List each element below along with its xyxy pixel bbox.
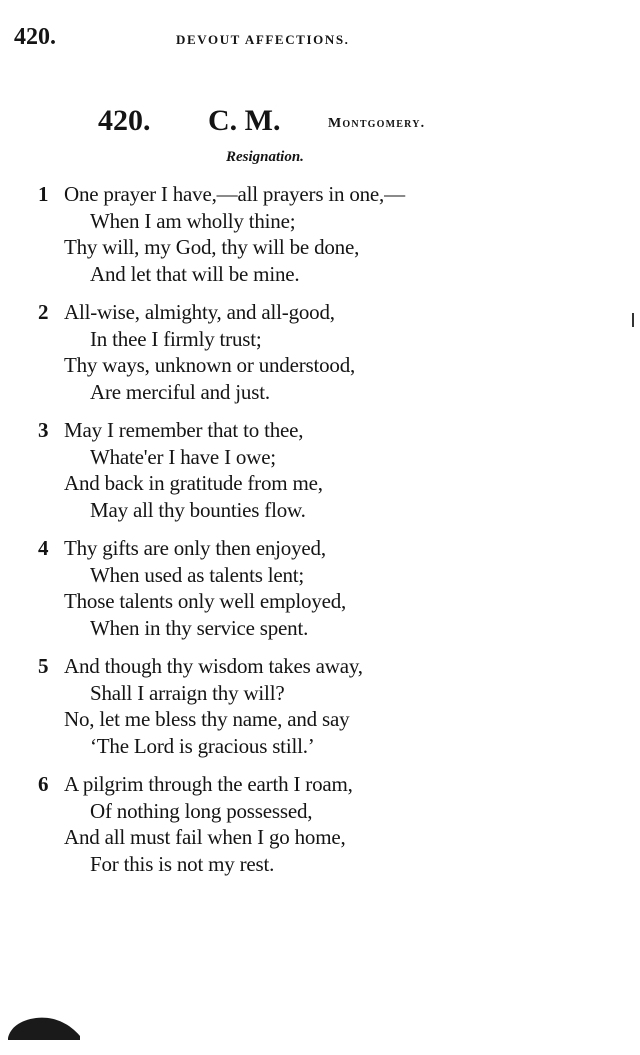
stanza-number: 6 [38,772,49,796]
verse-line: Of nothing long possessed, [90,798,313,823]
verse-line: Thy will, my God, thy will be done, [64,235,360,259]
stanza-number: 3 [38,418,49,442]
stanza-number: 4 [38,536,49,560]
verse-line: And though thy wisdom takes away, [64,654,363,678]
verse-line: Shall I arraign thy will? [90,680,285,705]
hymn-header [98,104,498,140]
verse-line: May I remember that to thee, [64,418,304,442]
stanza-number: 5 [38,654,49,678]
verse-line: All-wise, almighty, and all-good, [64,300,335,324]
hymn-verses [38,181,518,889]
verse-line: In thee I firmly trust; [90,326,262,351]
stanza-6 [38,771,518,889]
hymn-author: Montgomery. [328,116,426,131]
running-header [14,24,394,54]
verse-line: And let that will be mine. [90,261,300,286]
page-number: 420. [14,24,56,50]
ink-smudge [6,1010,82,1040]
verse-line: And back in gratitude from me, [64,471,323,495]
hymn-meter: C. M. [208,104,281,137]
verse-line: May all thy bounties flow. [90,497,306,522]
verse-line: ‘The Lord is gracious still.’ [90,733,315,758]
stanza-4 [38,535,518,653]
hymn-number: 420. [98,104,151,137]
stanza-1 [38,181,518,299]
verse-line: Whate'er I have I owe; [90,444,276,469]
stanza-2 [38,299,518,417]
verse-line: One prayer I have,—all prayers in one,— [64,182,405,206]
margin-mark [632,313,634,327]
stanza-5 [38,653,518,771]
stanza-3 [38,417,518,535]
running-title: DEVOUT AFFECTIONS. [176,32,350,47]
verse-line: Those talents only well employed, [64,589,347,613]
verse-line: Thy ways, unknown or understood, [64,353,356,377]
stanza-number: 2 [38,300,49,324]
verse-line: No, let me bless thy name, and say [64,707,350,731]
verse-line: For this is not my rest. [90,851,275,876]
verse-line: Are merciful and just. [90,379,270,404]
verse-line: When used as talents lent; [90,562,305,587]
verse-line: When I am wholly thine; [90,208,296,233]
verse-line: Thy gifts are only then enjoyed, [64,536,326,560]
verse-line: A pilgrim through the earth I roam, [64,772,353,796]
stanza-number: 1 [38,182,49,206]
verse-line: And all must fail when I go home, [64,825,346,849]
verse-line: When in thy service spent. [90,615,309,640]
hymn-subtitle: Resignation. [226,149,304,165]
